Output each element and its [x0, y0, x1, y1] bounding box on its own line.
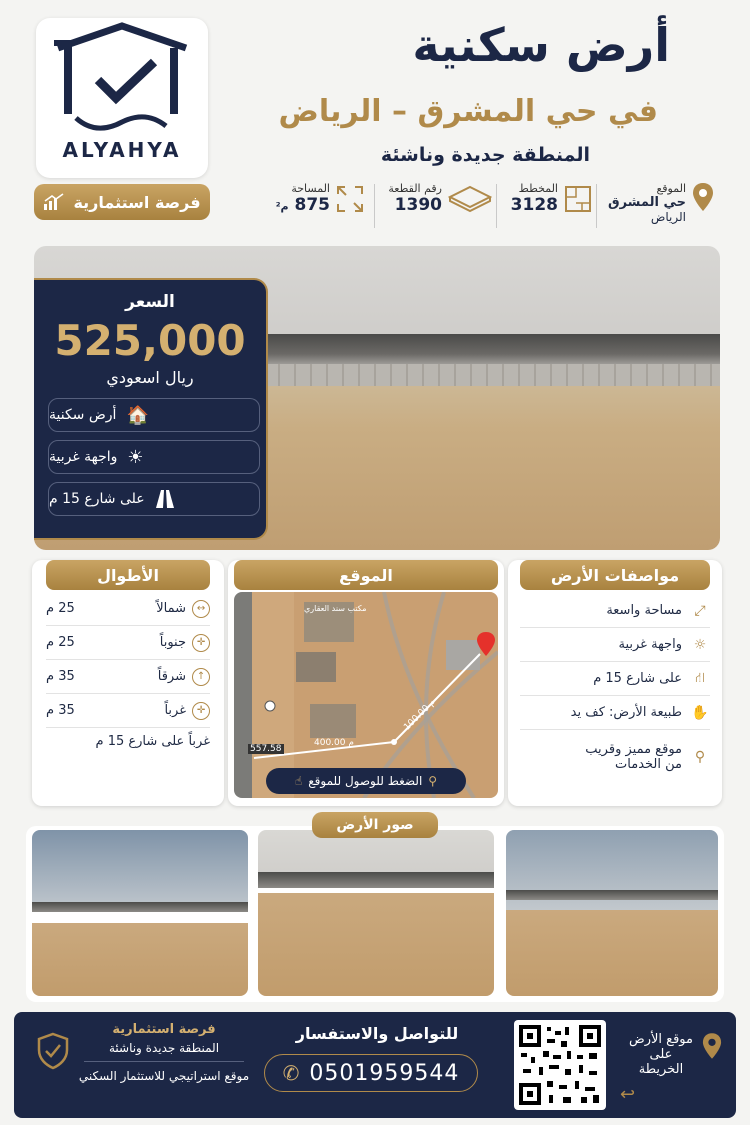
spec-item	[520, 628, 710, 662]
price-currency: ريال اسعودي	[106, 368, 194, 387]
house-icon: 🏠	[126, 404, 149, 426]
length-direction: جنوباً	[159, 635, 186, 650]
investment-badge-label: فرصة استثمارية	[73, 192, 201, 212]
land-photo-1[interactable]	[506, 830, 718, 996]
spec-text: واجهة غربية	[618, 637, 682, 652]
blueprint-icon	[564, 185, 592, 213]
pin-icon: ⚲	[428, 774, 438, 788]
hand-icon: ✋	[691, 704, 709, 721]
length-row-north	[46, 592, 210, 626]
map-distance-label: 100.00 م	[402, 697, 438, 733]
info-location-city: الرياض	[650, 210, 686, 224]
footer-invest-line1: المنطقة جديدة وناشئة	[108, 1041, 220, 1055]
map-location-link[interactable]	[612, 1032, 722, 1077]
growth-chart-icon	[43, 193, 65, 211]
investment-badge	[34, 184, 210, 220]
price-feature-residential	[48, 398, 260, 432]
length-value: 25 م	[46, 601, 75, 616]
length-direction: غرباً	[164, 703, 186, 718]
lengths-note: غرباً على شارع 15 م	[95, 734, 210, 749]
expand-icon	[336, 185, 364, 213]
location-pin-icon	[702, 1032, 722, 1060]
page-subtitle: في حي المشرق – الرياض	[278, 94, 658, 129]
location-pin-icon	[692, 182, 714, 212]
divider	[496, 184, 497, 228]
shield-check-icon	[36, 1032, 70, 1070]
length-row-west	[46, 694, 210, 728]
map-poi-label: مكتب سند العقاري	[304, 604, 367, 613]
info-location-label: الموقع	[656, 182, 686, 195]
sun-icon: ☀	[127, 446, 144, 468]
land-photo-3[interactable]	[32, 830, 248, 996]
spec-item	[520, 594, 710, 628]
phone-button[interactable]	[264, 1054, 478, 1092]
expand-icon: ⤢	[694, 602, 706, 619]
map-distance-label: 400.00 م	[314, 738, 354, 748]
length-row-south	[46, 626, 210, 660]
price-feature-label: واجهة غربية	[49, 449, 118, 465]
land-plot-icon	[448, 185, 492, 213]
arrow-up-icon: ↑	[192, 668, 210, 686]
road-icon: ⛙	[695, 669, 705, 686]
footer	[14, 1012, 736, 1118]
footer-investment	[74, 1022, 254, 1085]
info-plan	[504, 182, 592, 238]
navigate-to-location-button[interactable]	[266, 768, 466, 794]
photo-fence-panels	[264, 364, 720, 386]
phone-icon: ✆	[282, 1061, 300, 1085]
cross-arrows-icon: ✛	[192, 702, 210, 720]
location-map[interactable]	[234, 592, 498, 798]
length-direction: شرقاً	[157, 669, 186, 684]
divider	[84, 1061, 244, 1062]
lengths-card	[32, 560, 224, 806]
info-plot-value: 1390	[394, 195, 442, 215]
page-title: أرض سكنية	[412, 18, 670, 72]
spec-item	[520, 662, 710, 696]
price-feature-street	[48, 482, 260, 516]
pin-icon: ⚲	[694, 749, 706, 765]
qr-code[interactable]	[514, 1020, 606, 1110]
price-value: 525,000	[54, 316, 246, 365]
info-area	[268, 182, 364, 238]
lengths-title: الأطوال	[46, 560, 210, 590]
map-measure-label: 557.58	[250, 744, 282, 754]
footer-invest-line2: موقع استراتيجي للاستثمار السكني	[78, 1069, 250, 1083]
info-plan-value: 3128	[510, 195, 558, 215]
curved-arrow-icon: ↩	[620, 1084, 636, 1105]
price-feature-label: أرض سكنية	[49, 407, 117, 423]
house-logo-icon	[36, 18, 208, 148]
divider	[596, 184, 597, 228]
info-area-label: المساحة	[291, 182, 330, 195]
specs-card	[508, 560, 722, 806]
price-feature-label: على شارع 15 م	[49, 491, 145, 507]
phone-number: 0501959544	[309, 1060, 460, 1086]
qr-code-icon	[519, 1025, 601, 1105]
road-icon	[155, 489, 175, 509]
photos-title: صور الأرض	[312, 812, 438, 838]
map-location-label: موقع الأرض على الخريطة	[629, 1032, 693, 1077]
spec-text: طبيعة الأرض: كف يد	[570, 705, 682, 720]
length-direction: شمالاً	[156, 601, 186, 616]
length-value: 25 م	[46, 635, 75, 650]
land-photo-2[interactable]	[258, 830, 494, 996]
length-value: 35 م	[46, 669, 75, 684]
info-location-value: حي المشرق	[607, 195, 686, 210]
spec-text: مساحة واسعة	[606, 603, 682, 618]
info-plot-label: رقم القطعة	[388, 182, 442, 195]
sun-icon: ☼	[693, 636, 707, 653]
page-tagline: المنطقة جديدة وناشئة	[380, 144, 590, 166]
length-value: 35 م	[46, 703, 75, 718]
logo-brand: ALYAHYA	[62, 138, 182, 162]
price-feature-facade	[48, 440, 260, 474]
price-panel	[34, 278, 268, 540]
divider	[374, 184, 375, 228]
logo	[36, 18, 208, 178]
spec-text: على شارع 15 م	[593, 671, 682, 686]
contact-label: للتواصل والاستفسار	[295, 1024, 459, 1043]
spec-item	[520, 732, 710, 782]
map-title: الموقع	[234, 560, 498, 590]
spec-text: موقع مميز وقريب من الخدمات	[585, 742, 682, 772]
footer-invest-title: فرصة استثمارية	[112, 1022, 216, 1037]
info-location	[604, 182, 714, 238]
tap-hand-icon: ☝	[294, 774, 303, 788]
spec-item	[520, 696, 710, 730]
length-row-east	[46, 660, 210, 694]
info-area-value: 875	[294, 195, 330, 215]
arrows-horizontal-icon: ↔	[192, 600, 210, 618]
info-plan-label: المخطط	[518, 182, 558, 195]
specs-title: مواصفات الأرض	[520, 560, 710, 590]
cross-arrows-icon: ✛	[192, 634, 210, 652]
info-plot	[382, 182, 492, 238]
price-label: السعر	[125, 292, 175, 312]
navigate-button-label: الضغط للوصول للموقع	[308, 774, 423, 788]
info-area-unit: م²	[275, 200, 289, 213]
